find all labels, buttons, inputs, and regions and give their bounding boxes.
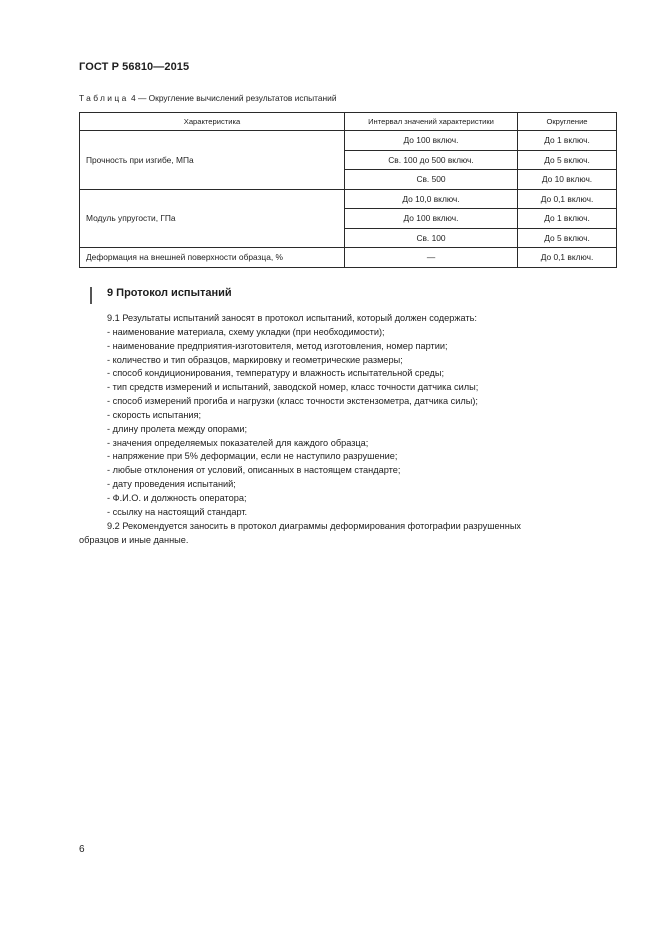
list-item: - количество и тип образцов, маркировку и геометрические размеры; bbox=[107, 354, 403, 365]
rounding-cell: До 1 включ. bbox=[518, 131, 617, 151]
rounding-table bbox=[79, 112, 617, 268]
paragraph-9-1: 9.1 Результаты испытаний заносят в протокол испытаний, который должен содержать: bbox=[107, 313, 477, 323]
characteristic-cell: Модуль упругости, ГПа bbox=[80, 189, 345, 248]
table-row bbox=[80, 248, 617, 268]
interval-cell: — bbox=[345, 248, 518, 268]
column-header-interval: Интервал значений характеристики bbox=[345, 113, 518, 131]
interval-cell: До 100 включ. bbox=[345, 209, 518, 229]
list-item: - любые отклонения от условий, описанных в настоящем стандарте; bbox=[107, 465, 401, 476]
interval-cell: Св. 100 bbox=[345, 228, 518, 248]
paragraph-9-2-line-1: 9.2 Рекомендуется заносить в протокол диаграммы деформирования фотографии разрушенных bbox=[107, 520, 522, 531]
list-item: - наименование предприятия-изготовителя, метод изготовления, номер партии; bbox=[107, 340, 448, 351]
list-item: - дату проведения испытаний; bbox=[107, 479, 236, 490]
characteristic-cell: Деформация на внешней поверхности образца, % bbox=[80, 248, 345, 268]
margin-change-bar bbox=[90, 287, 92, 304]
table-caption bbox=[79, 93, 337, 103]
table-caption-text: 4 — Округление вычислений результатов испытаний bbox=[128, 93, 337, 103]
rounding-cell: До 0,1 включ. bbox=[518, 248, 617, 268]
list-item: - способ кондиционирования, температуру и влажность испытательной среды; bbox=[107, 368, 445, 379]
rounding-cell: До 5 включ. bbox=[518, 150, 617, 170]
page-number: 6 bbox=[79, 844, 85, 855]
rounding-cell: До 0,1 включ. bbox=[518, 189, 617, 209]
characteristic-cell: Прочность при изгибе, МПа bbox=[80, 131, 345, 190]
rounding-cell: До 1 включ. bbox=[518, 209, 617, 229]
rounding-cell: До 10 включ. bbox=[518, 170, 617, 190]
table-row bbox=[80, 131, 617, 151]
list-item: - длину пролета между опорами; bbox=[107, 423, 248, 434]
list-item: - значения определяемых показателей для каждого образца; bbox=[107, 437, 369, 448]
interval-cell: До 10,0 включ. bbox=[345, 189, 518, 209]
list-item: - скорость испытания; bbox=[107, 409, 202, 420]
list-item: - тип средств измерений и испытаний, заводской номер, класс точности датчика силы; bbox=[107, 382, 479, 393]
list-item: - способ измерений прогиба и нагрузки (класс точности экстензометра, датчика силы); bbox=[107, 396, 478, 407]
column-header-characteristic: Характеристика bbox=[80, 113, 345, 131]
list-item: - ссылку на настоящий стандарт. bbox=[107, 506, 248, 517]
section-body bbox=[79, 312, 616, 547]
table-row bbox=[80, 189, 617, 209]
table-caption-label: Таблица bbox=[79, 93, 129, 103]
document-code: ГОСТ Р 56810—2015 bbox=[79, 61, 190, 73]
paragraph-9-2-line-2: образцов и иные данные. bbox=[79, 534, 189, 545]
interval-cell: Св. 100 до 500 включ. bbox=[345, 150, 518, 170]
section-title: 9 Протокол испытаний bbox=[107, 287, 232, 299]
interval-cell: До 100 включ. bbox=[345, 131, 518, 151]
column-header-rounding: Округление bbox=[518, 113, 617, 131]
list-item: - наименование материала, схему укладки (при необходимости); bbox=[107, 326, 385, 337]
rounding-cell: До 5 включ. bbox=[518, 228, 617, 248]
list-item: - напряжение при 5% деформации, если не наступило разрушение; bbox=[107, 451, 398, 462]
list-item: - Ф.И.О. и должность оператора; bbox=[107, 492, 247, 503]
table-header-row bbox=[80, 113, 617, 131]
interval-cell: Св. 500 bbox=[345, 170, 518, 190]
